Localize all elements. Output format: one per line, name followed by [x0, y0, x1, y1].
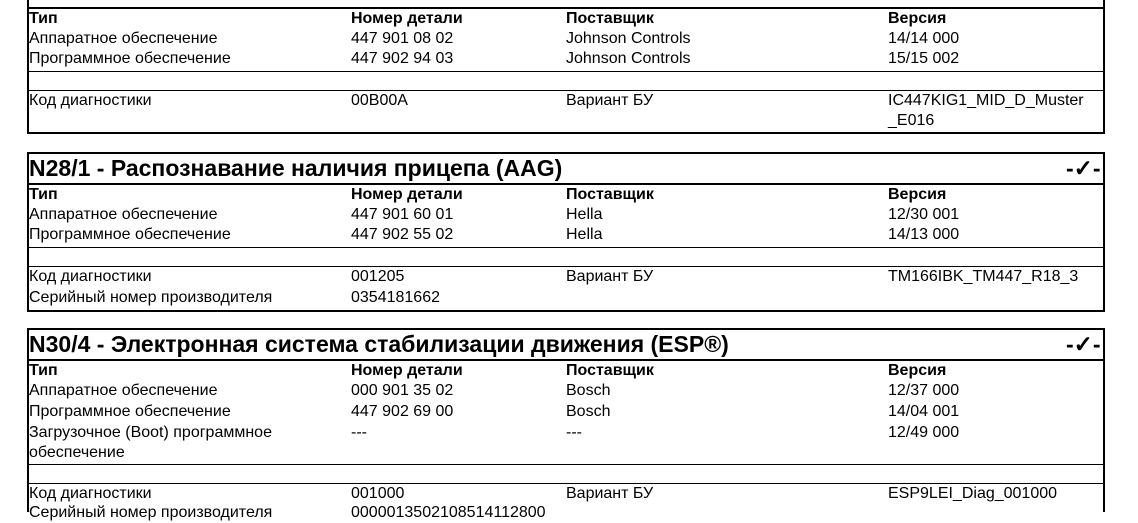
- block2-variant-value: ESP9LEI_Diag_001000: [888, 485, 1058, 502]
- block0-variant-line1: IC447KIG1_MID_D_Muster: [888, 92, 1084, 109]
- block1-separator-1: [27, 247, 1105, 248]
- block0-hardware-part: 447 901 08 02: [351, 30, 454, 47]
- block2-boot-part: ---: [351, 424, 367, 441]
- header-type: Тип: [29, 10, 58, 27]
- block2-boot-version: 12/49 000: [888, 424, 960, 441]
- header-part-number: Номер детали: [351, 186, 463, 203]
- header-part-number: Номер детали: [351, 10, 463, 27]
- block1-serial-label: Серийный номер производителя: [29, 289, 273, 306]
- block0-bottom-border: [27, 132, 1105, 134]
- block2-software-supplier: Bosch: [566, 403, 611, 420]
- block2-software-part: 447 902 69 00: [351, 403, 454, 420]
- block2-boot-label-line2: обеспечение: [29, 444, 125, 461]
- block1-hardware-supplier: Hella: [566, 206, 603, 223]
- header-version: Версия: [888, 362, 947, 379]
- header-type: Тип: [29, 186, 58, 203]
- block0-software-supplier: Johnson Controls: [566, 50, 691, 67]
- header-supplier: Поставщик: [566, 10, 654, 27]
- block0-hardware-version: 14/14 000: [888, 30, 960, 47]
- block0-diag-code: 00B00A: [351, 92, 408, 109]
- block2-software-version: 14/04 001: [888, 403, 960, 420]
- block2-separator-1: [27, 464, 1105, 465]
- block1-diag-label: Код диагностики: [29, 268, 152, 285]
- block2-diag-label: Код диагностики: [29, 485, 152, 502]
- block1-diag-code: 001205: [351, 268, 405, 285]
- block0-separator-1: [27, 71, 1105, 72]
- block1-title: N28/1 - Распознавание наличия прицепа (AAG): [29, 155, 563, 181]
- block0-software-part: 447 902 94 03: [351, 50, 454, 67]
- block2-hardware-label: Аппаратное обеспечение: [29, 382, 218, 399]
- block2-boot-supplier: ---: [566, 424, 582, 441]
- block0-variant-label: Вариант БУ: [566, 92, 654, 109]
- block0-hardware-label: Аппаратное обеспечение: [29, 30, 218, 47]
- block0-frame-right: [1103, 0, 1105, 134]
- block0-diag-label: Код диагностики: [29, 92, 152, 109]
- header-version: Версия: [888, 10, 947, 27]
- block1-bottom-border: [27, 310, 1105, 312]
- header-type: Тип: [29, 362, 58, 379]
- block1-hardware-part: 447 901 60 01: [351, 206, 454, 223]
- header-supplier: Поставщик: [566, 362, 654, 379]
- block2-serial-label: Серийный номер производителя: [29, 504, 273, 521]
- header-version: Версия: [888, 186, 947, 203]
- block2-boot-label-line1: Загрузочное (Boot) программное: [29, 424, 272, 441]
- block1-hardware-label: Аппаратное обеспечение: [29, 206, 218, 223]
- block1-check-icon: -✓-: [1066, 155, 1101, 181]
- block1-hardware-version: 12/30 001: [888, 206, 960, 223]
- block1-variant-label: Вариант БУ: [566, 268, 654, 285]
- header-part-number: Номер детали: [351, 362, 463, 379]
- block1-software-supplier: Hella: [566, 226, 603, 243]
- block1-serial-value: 0354181662: [351, 289, 440, 306]
- block2-serial-value: 0000013502108514112800: [351, 504, 546, 521]
- block2-diag-code: 001000: [351, 485, 405, 502]
- block2-check-icon: -✓-: [1066, 331, 1101, 357]
- block1-software-version: 14/13 000: [888, 226, 960, 243]
- block1-software-part: 447 902 55 02: [351, 226, 454, 243]
- block0-software-version: 15/15 002: [888, 50, 960, 67]
- block0-variant-line2: _E016: [888, 112, 935, 129]
- block2-title: N30/4 - Электронная система стабилизации движения (ESP®): [29, 331, 729, 357]
- block0-hardware-supplier: Johnson Controls: [566, 30, 691, 47]
- block2-hardware-supplier: Bosch: [566, 382, 611, 399]
- block2-variant-label: Вариант БУ: [566, 485, 654, 502]
- block0-software-label: Программное обеспечение: [29, 50, 231, 67]
- block2-hardware-part: 000 901 35 02: [351, 382, 454, 399]
- block1-variant-value: TM166IBK_TM447_R18_3: [888, 268, 1079, 285]
- block1-software-label: Программное обеспечение: [29, 226, 231, 243]
- block1-frame-right: [1103, 152, 1105, 312]
- block2-hardware-version: 12/37 000: [888, 382, 960, 399]
- block2-software-label: Программное обеспечение: [29, 403, 231, 420]
- block2-frame-right: [1103, 328, 1105, 512]
- header-supplier: Поставщик: [566, 186, 654, 203]
